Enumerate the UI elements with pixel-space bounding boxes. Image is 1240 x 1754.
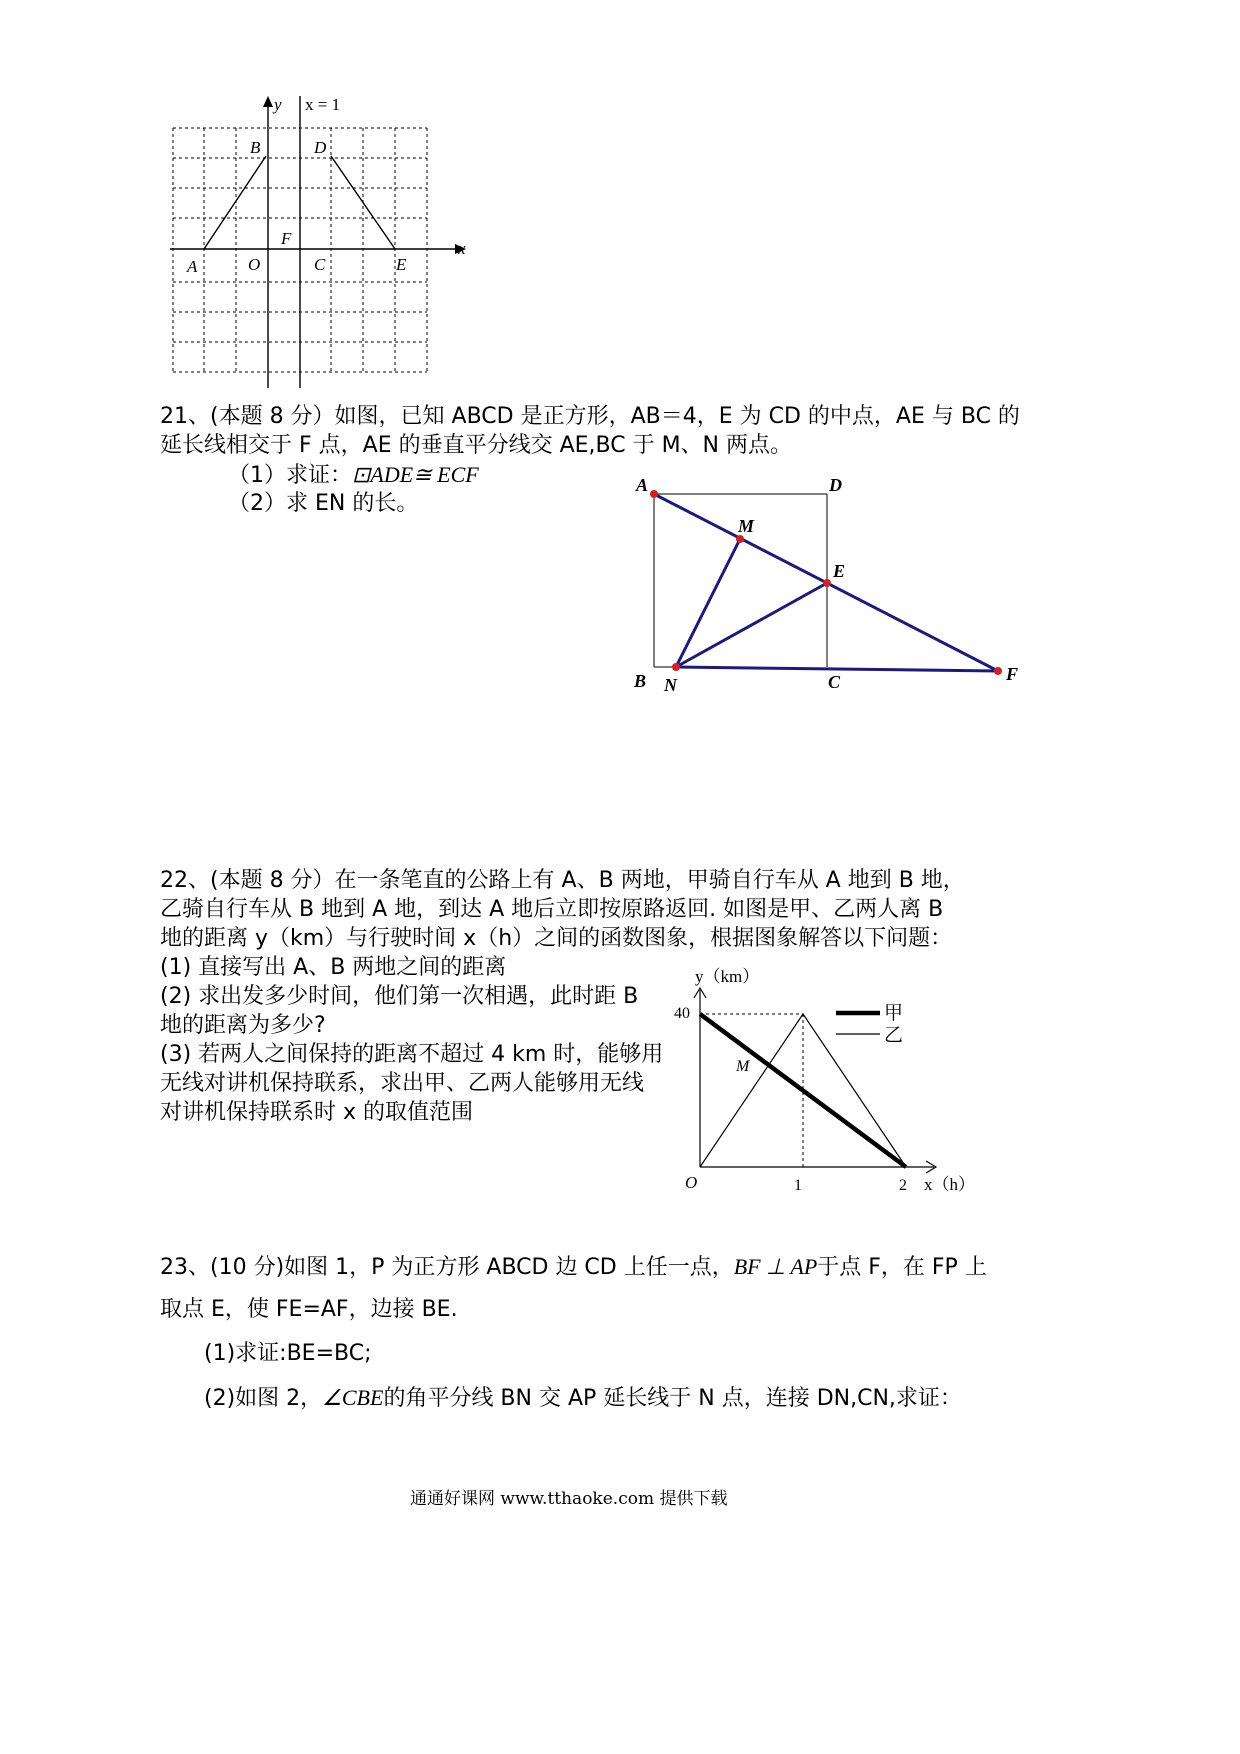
q23-sub2	[204, 1382, 962, 1415]
label-F: F	[281, 229, 292, 248]
chart-ylabel: y（km）	[695, 967, 760, 986]
y-axis-label: y	[274, 95, 282, 114]
series-line-0	[700, 1014, 906, 1167]
y-axis-arrow	[263, 96, 273, 107]
x-equals-1-label: x = 1	[305, 95, 341, 114]
q23-sub2-a: (2)如图 2，	[204, 1386, 323, 1411]
label-A: A	[187, 257, 198, 276]
q21-line2: 延长线相交于 F 点，AE 的垂直平分线交 AE,BC 于 M、N 两点。	[160, 433, 793, 458]
chart-origin: O	[685, 1173, 698, 1192]
q22-sub2-b: 地的距离为多少?	[160, 1013, 326, 1038]
legend-label-jia: 甲	[884, 1003, 904, 1024]
q23-sub2-b: 的角平分线 BN 交 AP 延长线于 N 点，连接 DN,CN,求证：	[383, 1386, 962, 1411]
q23-line1-math: BF ⊥ AP	[733, 1254, 818, 1279]
label-A: A	[636, 475, 649, 495]
q22-line2: 乙骑自行车从 B 地到 A 地，到达 A 地后立即按原路返回. 如图是甲、乙两人离 B	[160, 897, 944, 922]
label-F: F	[1006, 664, 1019, 684]
q22-line3: 地的距离 y（km）与行驶时间 x（h）之间的函数图象，根据图象解答以下问题：	[160, 926, 953, 951]
label-M: M	[738, 516, 755, 536]
label-N: N	[664, 675, 677, 695]
q23-line1	[160, 1251, 987, 1284]
q22-sub2-a: (2) 求出发多少时间，他们第一次相遇，此时距 B	[160, 984, 639, 1009]
label-B: B	[250, 138, 261, 157]
label-E: E	[833, 561, 846, 581]
q21-sub1-prefix: （1）求证：	[228, 463, 352, 488]
label-C: C	[828, 672, 841, 692]
q21-sub1-math: ⊡ADE≅ ECF	[352, 462, 479, 487]
chart-xlabel: x（h）	[924, 1175, 975, 1194]
label-O: O	[248, 255, 261, 274]
q23-sub2-math: ∠CBE	[322, 1385, 384, 1410]
q21-line1: 21、(本题 8 分）如图，已知 ABCD 是正方形，AB＝4，E 为 CD 的中点，AE 与 BC 的	[160, 404, 1020, 429]
label-E: E	[396, 255, 407, 274]
label-D: D	[314, 138, 327, 157]
q21-sub2: （2）求 EN 的长。	[228, 491, 419, 516]
q22-sub3-a: (3) 若两人之间保持的距离不超过 4 km 时，能够用	[160, 1042, 664, 1067]
label-C: C	[314, 255, 326, 274]
q22-sub1: (1) 直接写出 A、B 两地之间的距离	[160, 955, 507, 980]
chart-point-label-M: M	[736, 1058, 750, 1075]
label-D: D	[829, 475, 842, 495]
page-footer: 通通好课网 www.tthaoke.com 提供下载	[410, 1489, 728, 1509]
segment-DE	[331, 156, 395, 249]
chart-x-tick-2: 2	[899, 1177, 907, 1194]
q22-line1: 22、(本题 8 分）在一条笔直的公路上有 A、B 两地，甲骑自行车从 A 地到 B 地，	[160, 868, 965, 893]
q23-line1-b: 于点 F，在 FP 上	[817, 1255, 987, 1280]
x-axis-label: x	[458, 239, 466, 258]
q22-sub3-b: 无线对讲机保持联系，求出甲、乙两人能够用无线	[160, 1071, 645, 1096]
chart-x-tick-1: 1	[794, 1177, 802, 1194]
q23-line2: 取点 E，使 FE=AF，边接 BE.	[160, 1297, 458, 1322]
segment-AB	[204, 156, 266, 249]
q22-sub3-c: 对讲机保持联系时 x 的取值范围	[160, 1100, 474, 1125]
q23-sub1: (1)求证:BE=BC;	[204, 1341, 372, 1366]
q23-line1-a: 23、(10 分)如图 1，P 为正方形 ABCD 边 CD 上任一点，	[160, 1255, 734, 1280]
legend-label-yi: 乙	[884, 1025, 904, 1046]
distance-time-chart	[670, 960, 990, 1200]
chart-y-tick-40: 40	[674, 1005, 690, 1022]
label-B: B	[634, 671, 647, 691]
square-abcd-figure	[620, 470, 1040, 700]
coordinate-grid-figure	[170, 95, 490, 440]
